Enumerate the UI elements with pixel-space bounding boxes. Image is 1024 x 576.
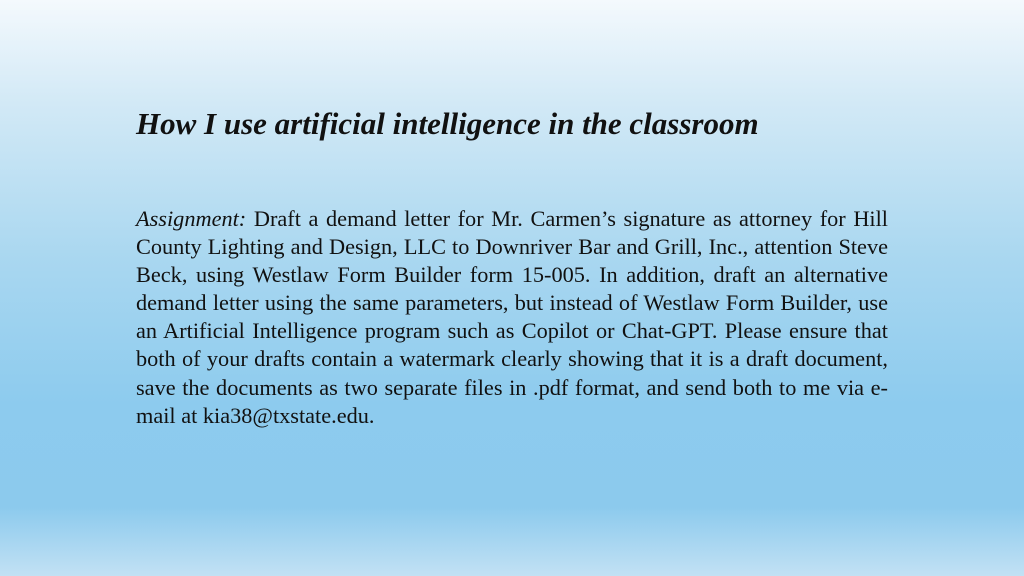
assignment-paragraph (136, 205, 888, 430)
slide-title: How I use artificial intelligence in the classroom (136, 106, 759, 141)
assignment-text: Draft a demand letter for Mr. Carmen’s signature as attorney for Hill County Lighting and Design, LLC to Downriver Bar and Grill, Inc., attention Steve Beck, using Westlaw Form Builder form 15-005. In addition, draft an alternative demand letter using the same parameters, but instead of Westlaw Form Builder, use an Artificial Intelligence program such as Copilot or Chat-GPT. Please ensure that both of your drafts contain a watermark clearly showing that it is a draft document, save the documents as two separate files in .pdf format, and send both to me via e-mail at kia38@txstate.edu. (136, 206, 889, 428)
assignment-label: Assignment: (136, 206, 247, 231)
